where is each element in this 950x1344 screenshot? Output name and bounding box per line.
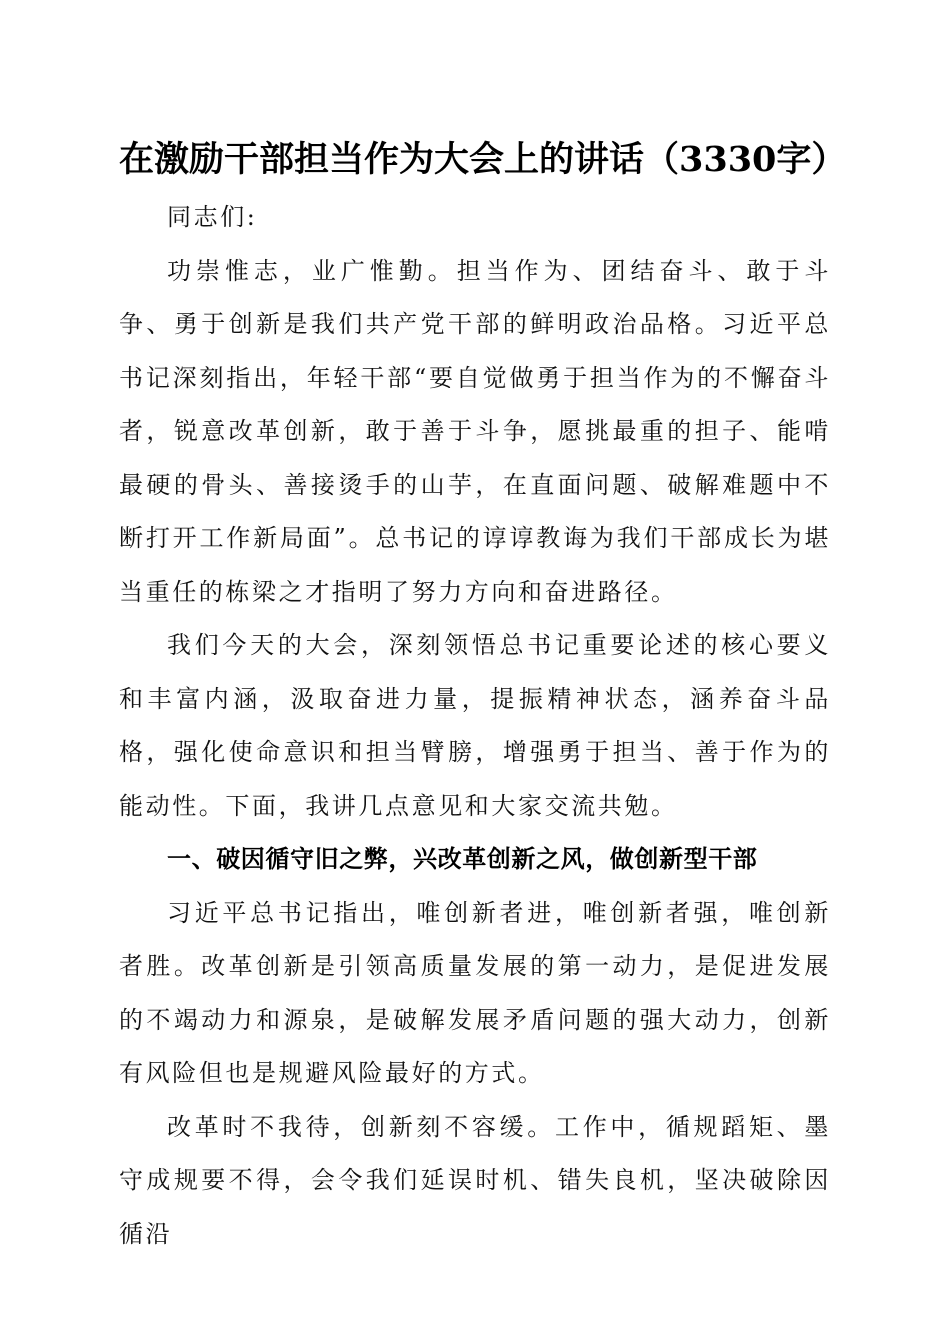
paragraph-1: 功崇惟志，业广惟勤。担当作为、团结奋斗、敢于斗争、勇于创新是我们共产党干部的鲜明政治品格。习近平总书记深刻指出，年轻干部“要自觉做勇于担当作为的不懈奋斗者，锐意改革创新，敢于善于斗争，愿挑最重的担子、能啃最硬的骨头、善接烫手的山芋，在直面问题、破解难题中不断打开工作新局面”。总书记的谆谆教诲为我们干部成长为堪当重任的栋梁之才指明了努力方向和奋进路径。 [119,256,831,606]
section-paragraph-2: 改革时不我待，创新刻不容缓。工作中，循规蹈矩、墨守成规要不得，会令我们延误时机、错失良机，坚决破除因循沿 [119,1112,831,1248]
document-body [119,135,847,1261]
page-title: 在激励干部担当作为大会上的讲话（3330字） [119,139,847,180]
section-heading: 一、破因循守旧之弊，兴改革创新之风，做创新型干部 [167,845,758,873]
section-paragraph-1: 习近平总书记指出，唯创新者进，唯创新者强，唯创新者胜。改革创新是引领高质量发展的第一动力，是促进发展的不竭动力和源泉，是破解发展矛盾问题的强大动力，创新有风险但也是规避风险最好的方式。 [119,898,831,1087]
greeting: 同志们: [167,203,258,231]
paragraph-2: 我们今天的大会，深刻领悟总书记重要论述的核心要义和丰富内涵，汲取奋进力量，提振精神状态，涵养奋斗品格，强化使命意识和担当臂膀，增强勇于担当、善于作为的能动性。下面，我讲几点意见和大家交流共勉。 [119,631,831,820]
